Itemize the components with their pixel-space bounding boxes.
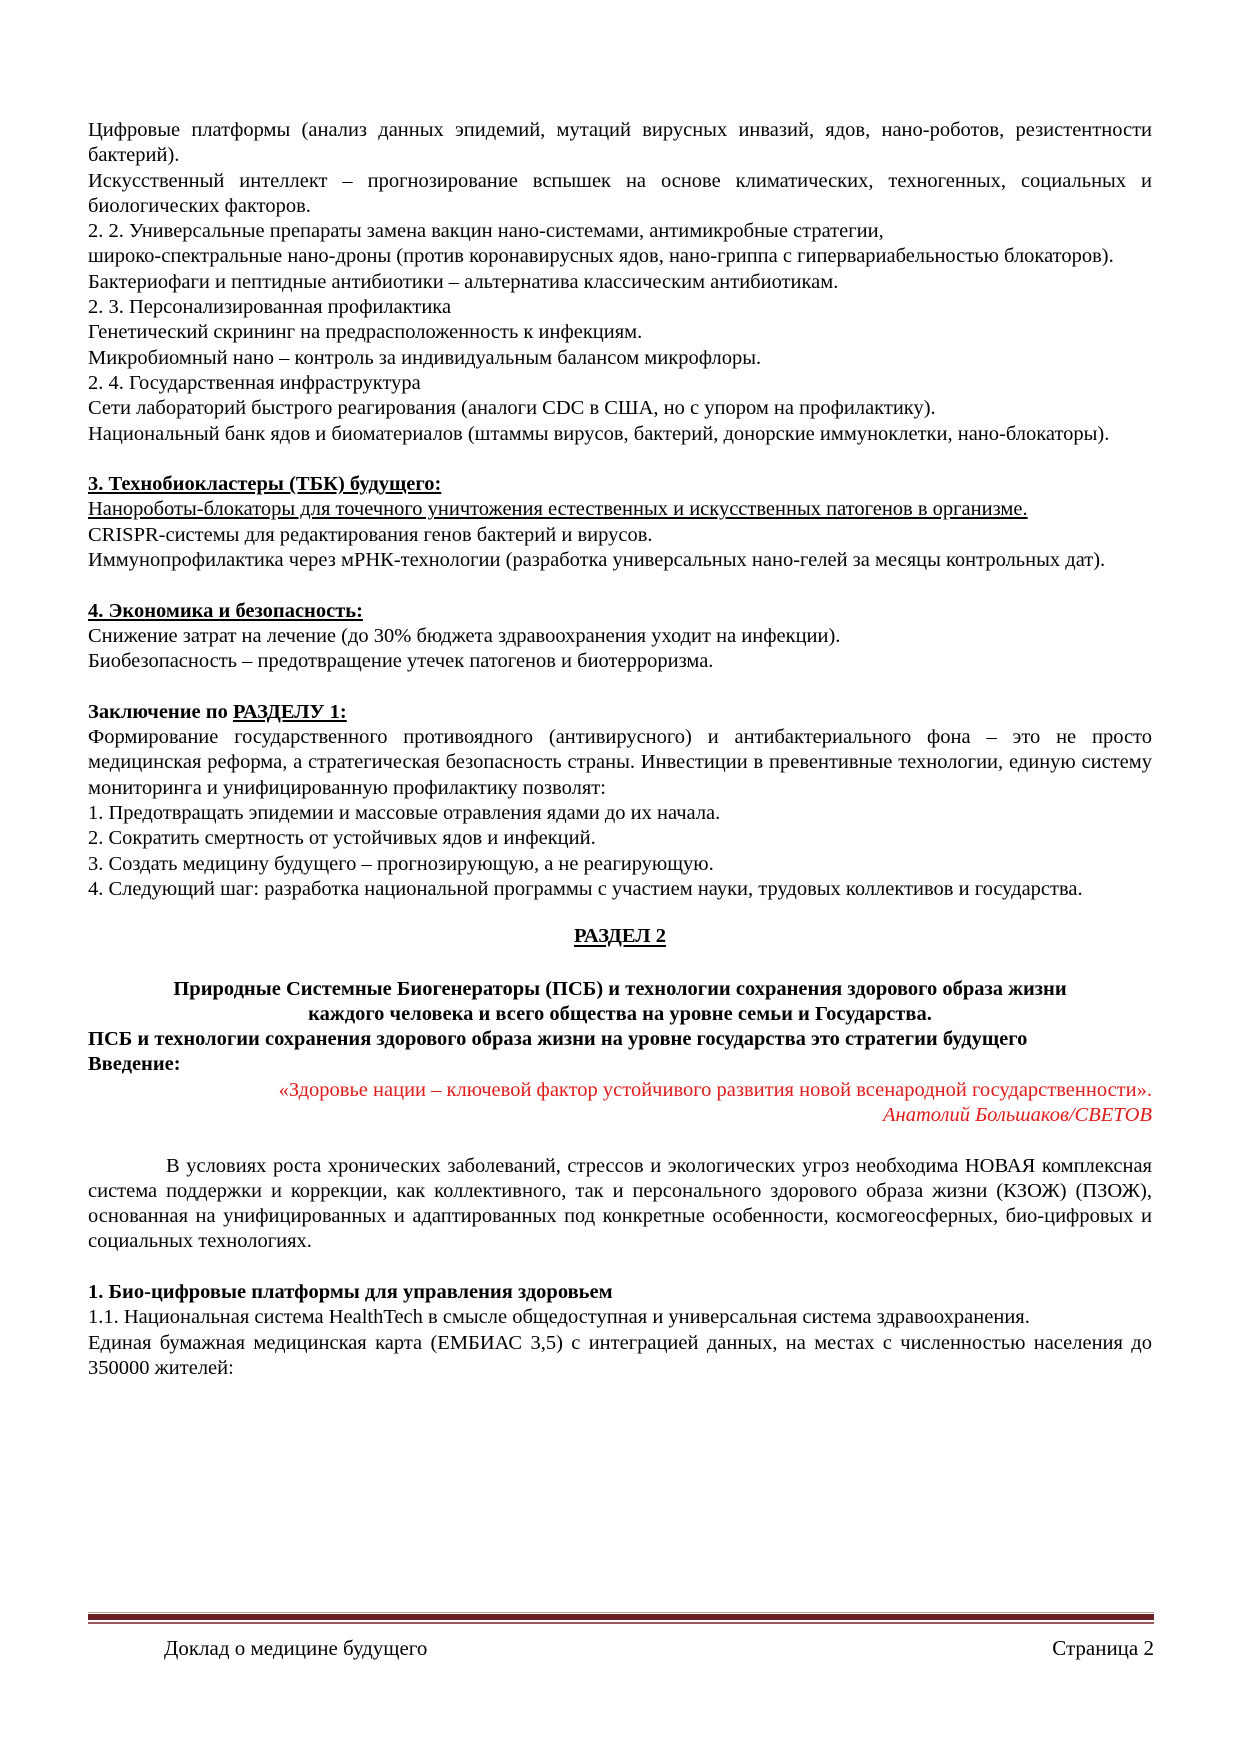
- list-item: 4. Следующий шаг: разработка национальной программы с участием науки, трудовых коллективов и государства.: [88, 877, 1083, 900]
- footer-divider: [88, 1612, 1154, 1613]
- page-number: Страница 2: [1052, 1636, 1154, 1660]
- section-subtitle: ПСБ и технологии сохранения здорового образа жизни на уровне государства это стратегии будущего: [88, 1028, 1028, 1051]
- subheading: 2. 4. Государственная инфраструктура: [88, 371, 421, 394]
- section-subtitle: Природные Системные Биогенераторы (ПСБ) и технологии сохранения здорового образа жизни: [173, 977, 1067, 1000]
- page-body: [88, 118, 1152, 1381]
- paragraph: Снижение затрат на лечение (до 30% бюджета здравоохранения уходит на инфекции).: [88, 624, 841, 647]
- conclusion-heading: [88, 700, 1152, 725]
- conclusion-heading-section-ref: РАЗДЕЛУ 1:: [232, 700, 347, 723]
- page-footer: [164, 1636, 1154, 1661]
- paragraph: Цифровые платформы (анализ данных эпидемий, мутаций вирусных инвазий, ядов, нано-роботов, резистентности бактерий).: [88, 119, 1152, 167]
- paragraph: широко-спектральные нано-дроны (против коронавирусных ядов, нано-гриппа с гипервариабельностью блокаторов).: [88, 245, 1114, 268]
- spacer: [88, 1255, 1152, 1280]
- subheading: 2. 3. Персонализированная профилактика: [88, 296, 452, 319]
- paragraph: Биобезопасность – предотвращение утечек патогенов и биотерроризма.: [88, 650, 714, 673]
- section-heading-4: 4. Экономика и безопасность:: [88, 599, 363, 622]
- section-subtitle: каждого человека и всего общества на уровне семьи и Государства.: [308, 1002, 932, 1025]
- paragraph: 2. 2. Универсальные препараты замена вакцин нано-системами, антимикробные стратегии,: [88, 220, 884, 243]
- spacer: [88, 902, 1152, 924]
- paragraph: Бактериофаги и пептидные антибиотики – альтернатива классическим антибиотикам.: [88, 270, 839, 293]
- spacer: [88, 950, 1152, 977]
- paragraph: Единая бумажная медицинская карта (ЕМБИАС 3,5) с интеграцией данных, на местах с численностью населения до 350000 жителей:: [88, 1331, 1152, 1379]
- paragraph: Сети лабораторий быстрого реагирования (аналоги CDC в США, но с упором на профилактику).: [88, 397, 936, 420]
- paragraph: Микробиомный нано – контроль за индивидуальным балансом микрофлоры.: [88, 346, 762, 369]
- list-item: 2. Сократить смертность от устойчивых ядов и инфекций.: [88, 827, 596, 850]
- paragraph: Иммунопрофилактика через мРНК-технологии (разработка универсальных нано-гелей за месяцы контрольных дат).: [88, 549, 1106, 572]
- epigraph-quote: «Здоровье нации – ключевой фактор устойчивого развития новой всенародной государственности».: [278, 1078, 1152, 1101]
- paragraph: Формирование государственного противоядного (антивирусного) и антибактериального фона – это не просто медицинская реформа, а стратегическая безопасность страны. Инвестиции в превентивные технологии, единую систему мониторинга и унифицированную профилактику позволят:: [88, 726, 1152, 799]
- paragraph: CRISPR-системы для редактирования генов бактерий и вирусов.: [88, 523, 653, 546]
- spacer: [88, 573, 1152, 598]
- section-title: РАЗДЕЛ 2: [574, 925, 666, 948]
- epigraph-author: Анатолий Большаков/СВЕТОВ: [883, 1103, 1152, 1126]
- spacer: [88, 447, 1152, 472]
- intro-heading: Введение:: [88, 1053, 181, 1076]
- conclusion-heading-prefix: Заключение по: [88, 700, 233, 723]
- paragraph: 1.1. Национальная система HealthTech в смысле общедоступная и универсальная система здравоохранения.: [88, 1306, 1030, 1329]
- spacer: [88, 1128, 1152, 1153]
- paragraph: Генетический скрининг на предрасположенность к инфекциям.: [88, 321, 643, 344]
- paragraph: Искусственный интеллект – прогнозирование вспышек на основе климатических, техногенных, социальных и биологических факторов.: [88, 169, 1152, 217]
- footer-divider: [88, 1614, 1154, 1620]
- footer-title: Доклад о медицине будущего: [164, 1636, 428, 1660]
- underlined-paragraph: Нанороботы-блокаторы для точечного уничтожения естественных и искусственных патогенов в организме.: [88, 498, 1028, 521]
- section-heading-3: 3. Технобиокластеры (ТБК) будущего:: [88, 473, 442, 496]
- paragraph: Национальный банк ядов и биоматериалов (штаммы вирусов, бактерий, донорские иммуноклетки, нано-блокаторы).: [88, 422, 1110, 445]
- footer-divider: [88, 1622, 1154, 1624]
- list-item: 1. Предотвращать эпидемии и массовые отравления ядами до их начала.: [88, 802, 721, 825]
- subsection-heading: 1. Био-цифровые платформы для управления здоровьем: [88, 1281, 613, 1304]
- spacer: [88, 675, 1152, 700]
- list-item: 3. Создать медицину будущего – прогнозирующую, а не реагирующую.: [88, 852, 714, 875]
- paragraph: В условиях роста хронических заболеваний, стрессов и экологических угроз необходима НОВАЯ комплексная система поддержки и коррекции, как коллективного, так и персонального здорового образа жизни (КЗОЖ) (ПЗОЖ), основанная на унифицированных и адаптированных под конкретные особенности, космогеосферных, био-цифровых и социальных технологиях.: [88, 1154, 1152, 1253]
